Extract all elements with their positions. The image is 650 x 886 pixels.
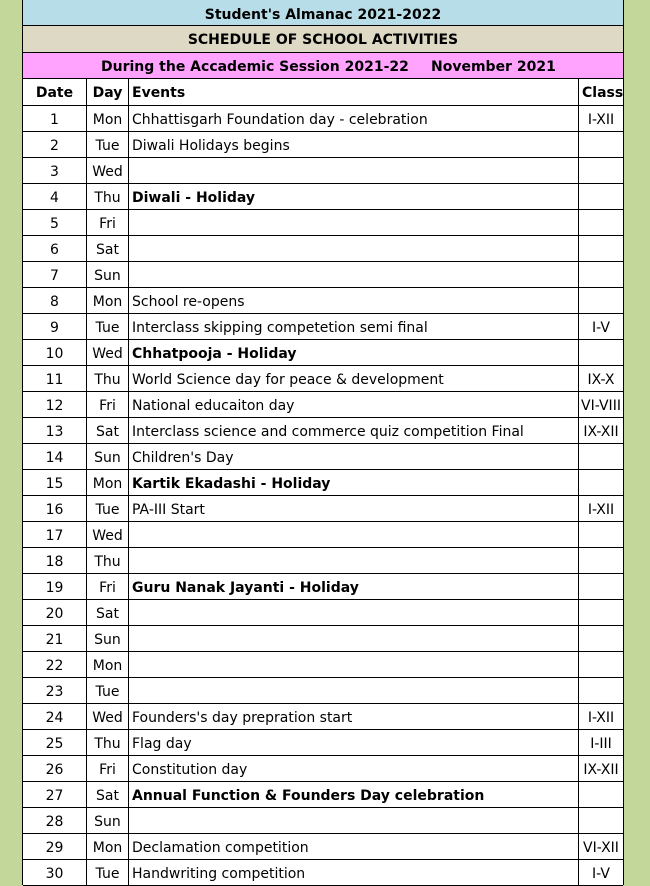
class-cell: VI-VIII [581, 398, 621, 414]
table-row [23, 782, 623, 808]
event-cell [129, 158, 579, 183]
class-cell [579, 340, 623, 365]
date-cell: 1 [23, 106, 87, 131]
table-row [23, 470, 623, 496]
month-label: November 2021 [431, 59, 556, 75]
event-cell [129, 652, 579, 677]
table-row [23, 522, 623, 548]
class-cell [579, 444, 623, 469]
class-cell: VI-XII [583, 840, 619, 856]
event-cell: Declamation competition [129, 834, 579, 859]
event-cell: Kartik Ekadashi - Holiday [129, 470, 579, 495]
event-cell: Diwali Holidays begins [129, 132, 579, 157]
session-banner [23, 53, 623, 79]
date-cell: 11 [23, 366, 87, 391]
event-cell: Handwriting competition [129, 860, 579, 885]
event-cell [129, 262, 579, 287]
date-cell: 26 [23, 756, 87, 781]
class-cell: I-XII [587, 502, 615, 518]
event-cell [129, 808, 579, 833]
event-cell: Chhattisgarh Foundation day - celebration [129, 106, 579, 131]
day-cell: Sun [87, 626, 129, 651]
date-cell: 3 [23, 158, 87, 183]
event-cell: Interclass science and commerce quiz competition Final [129, 418, 579, 443]
table-row [23, 704, 623, 730]
day-cell: Tue [87, 496, 129, 521]
date-cell: 16 [23, 496, 87, 521]
event-cell [129, 236, 579, 261]
table-row [23, 340, 623, 366]
date-cell: 30 [23, 860, 87, 885]
day-cell: Mon [87, 106, 129, 131]
table-row [23, 808, 623, 834]
date-cell: 18 [23, 548, 87, 573]
table-row [23, 678, 623, 704]
class-cell [579, 522, 623, 547]
table-row [23, 574, 623, 600]
day-cell: Tue [87, 314, 129, 339]
date-cell: 4 [23, 184, 87, 209]
day-cell: Tue [87, 678, 129, 703]
date-cell: 28 [23, 808, 87, 833]
table-row [23, 600, 623, 626]
almanac-sheet [22, 0, 624, 885]
table-row [23, 132, 623, 158]
table-row [23, 652, 623, 678]
class-cell [579, 626, 623, 651]
date-cell: 17 [23, 522, 87, 547]
day-cell: Wed [87, 158, 129, 183]
class-cell [579, 574, 623, 599]
day-cell: Wed [87, 704, 129, 729]
day-cell: Sun [87, 808, 129, 833]
class-cell [579, 132, 623, 157]
event-cell: Interclass skipping competetion semi final [129, 314, 579, 339]
day-cell: Fri [87, 210, 129, 235]
date-cell: 12 [23, 392, 87, 417]
date-cell: 5 [23, 210, 87, 235]
schedule-subtitle: SCHEDULE OF SCHOOL ACTIVITIES [23, 26, 623, 53]
date-cell: 15 [23, 470, 87, 495]
table-row [23, 496, 623, 522]
session-label: During the Accademic Session 2021-22 [101, 59, 409, 75]
class-cell: IX-XII [583, 424, 619, 440]
table-row [23, 184, 623, 210]
day-cell: Mon [87, 470, 129, 495]
date-cell: 2 [23, 132, 87, 157]
event-cell [129, 210, 579, 235]
header-class: Class [582, 85, 623, 101]
date-cell: 10 [23, 340, 87, 365]
date-cell: 7 [23, 262, 87, 287]
date-cell: 21 [23, 626, 87, 651]
class-cell [579, 652, 623, 677]
table-row [23, 158, 623, 184]
date-cell: 25 [23, 730, 87, 755]
date-cell: 29 [23, 834, 87, 859]
date-cell: 8 [23, 288, 87, 313]
event-cell: Children's Day [129, 444, 579, 469]
class-cell [579, 210, 623, 235]
date-cell: 14 [23, 444, 87, 469]
table-row [23, 288, 623, 314]
event-cell: PA-III Start [129, 496, 579, 521]
day-cell: Sat [87, 418, 129, 443]
header-date: Date [23, 79, 87, 105]
day-cell: Thu [87, 184, 129, 209]
table-row [23, 548, 623, 574]
day-cell: Wed [87, 340, 129, 365]
class-cell [579, 184, 623, 209]
day-cell: Mon [87, 288, 129, 313]
class-cell: IX-X [587, 372, 615, 388]
header-day: Day [87, 79, 129, 105]
date-cell: 19 [23, 574, 87, 599]
class-cell: I-XII [587, 112, 615, 128]
day-cell: Thu [87, 730, 129, 755]
event-cell: World Science day for peace & development [129, 366, 579, 391]
class-cell: IX-XII [583, 762, 619, 778]
table-row [23, 392, 623, 418]
date-cell: 20 [23, 600, 87, 625]
day-cell: Fri [87, 574, 129, 599]
class-cell [579, 678, 623, 703]
date-cell: 23 [23, 678, 87, 703]
table-row [23, 366, 623, 392]
day-cell: Sun [87, 444, 129, 469]
event-cell: School re-opens [129, 288, 579, 313]
table-row [23, 314, 623, 340]
class-cell [579, 236, 623, 261]
class-cell [579, 548, 623, 573]
event-cell: Founders's day prepration start [129, 704, 579, 729]
class-cell: I-XII [587, 710, 615, 726]
table-row [23, 236, 623, 262]
table-row [23, 834, 623, 860]
day-cell: Tue [87, 860, 129, 885]
event-cell [129, 600, 579, 625]
class-cell: I-III [590, 736, 612, 752]
table-row [23, 756, 623, 782]
day-cell: Mon [87, 652, 129, 677]
table-row [23, 860, 623, 886]
class-cell: I-V [592, 866, 610, 882]
day-cell: Thu [87, 366, 129, 391]
event-cell [129, 522, 579, 547]
day-cell: Thu [87, 548, 129, 573]
class-cell [579, 262, 623, 287]
class-cell [579, 600, 623, 625]
header-events: Events [129, 79, 579, 105]
class-cell [579, 782, 623, 807]
event-cell [129, 548, 579, 573]
day-cell: Fri [87, 392, 129, 417]
table-row [23, 626, 623, 652]
event-cell [129, 626, 579, 651]
class-cell [579, 808, 623, 833]
table-row [23, 730, 623, 756]
event-cell: Diwali - Holiday [129, 184, 579, 209]
day-cell: Mon [87, 834, 129, 859]
event-cell: Chhatpooja - Holiday [129, 340, 579, 365]
date-cell: 24 [23, 704, 87, 729]
day-cell: Sun [87, 262, 129, 287]
day-cell: Sat [87, 236, 129, 261]
table-row [23, 418, 623, 444]
day-cell: Fri [87, 756, 129, 781]
class-cell [579, 158, 623, 183]
event-cell: Guru Nanak Jayanti - Holiday [129, 574, 579, 599]
day-cell: Sat [87, 600, 129, 625]
event-cell: Annual Function & Founders Day celebration [129, 782, 579, 807]
day-cell: Tue [87, 132, 129, 157]
table-row [23, 106, 623, 132]
date-cell: 6 [23, 236, 87, 261]
date-cell: 9 [23, 314, 87, 339]
class-cell: I-V [592, 320, 610, 336]
day-cell: Sat [87, 782, 129, 807]
day-cell: Wed [87, 522, 129, 547]
almanac-title: Student's Almanac 2021-2022 [23, 0, 623, 26]
event-cell [129, 678, 579, 703]
date-cell: 27 [23, 782, 87, 807]
event-cell: Flag day [129, 730, 579, 755]
table-row [23, 444, 623, 470]
table-row [23, 210, 623, 236]
table-row [23, 262, 623, 288]
class-cell [579, 288, 623, 313]
event-cell: National educaiton day [129, 392, 579, 417]
class-cell [579, 470, 623, 495]
table-header [23, 79, 623, 106]
event-cell: Constitution day [129, 756, 579, 781]
date-cell: 22 [23, 652, 87, 677]
date-cell: 13 [23, 418, 87, 443]
